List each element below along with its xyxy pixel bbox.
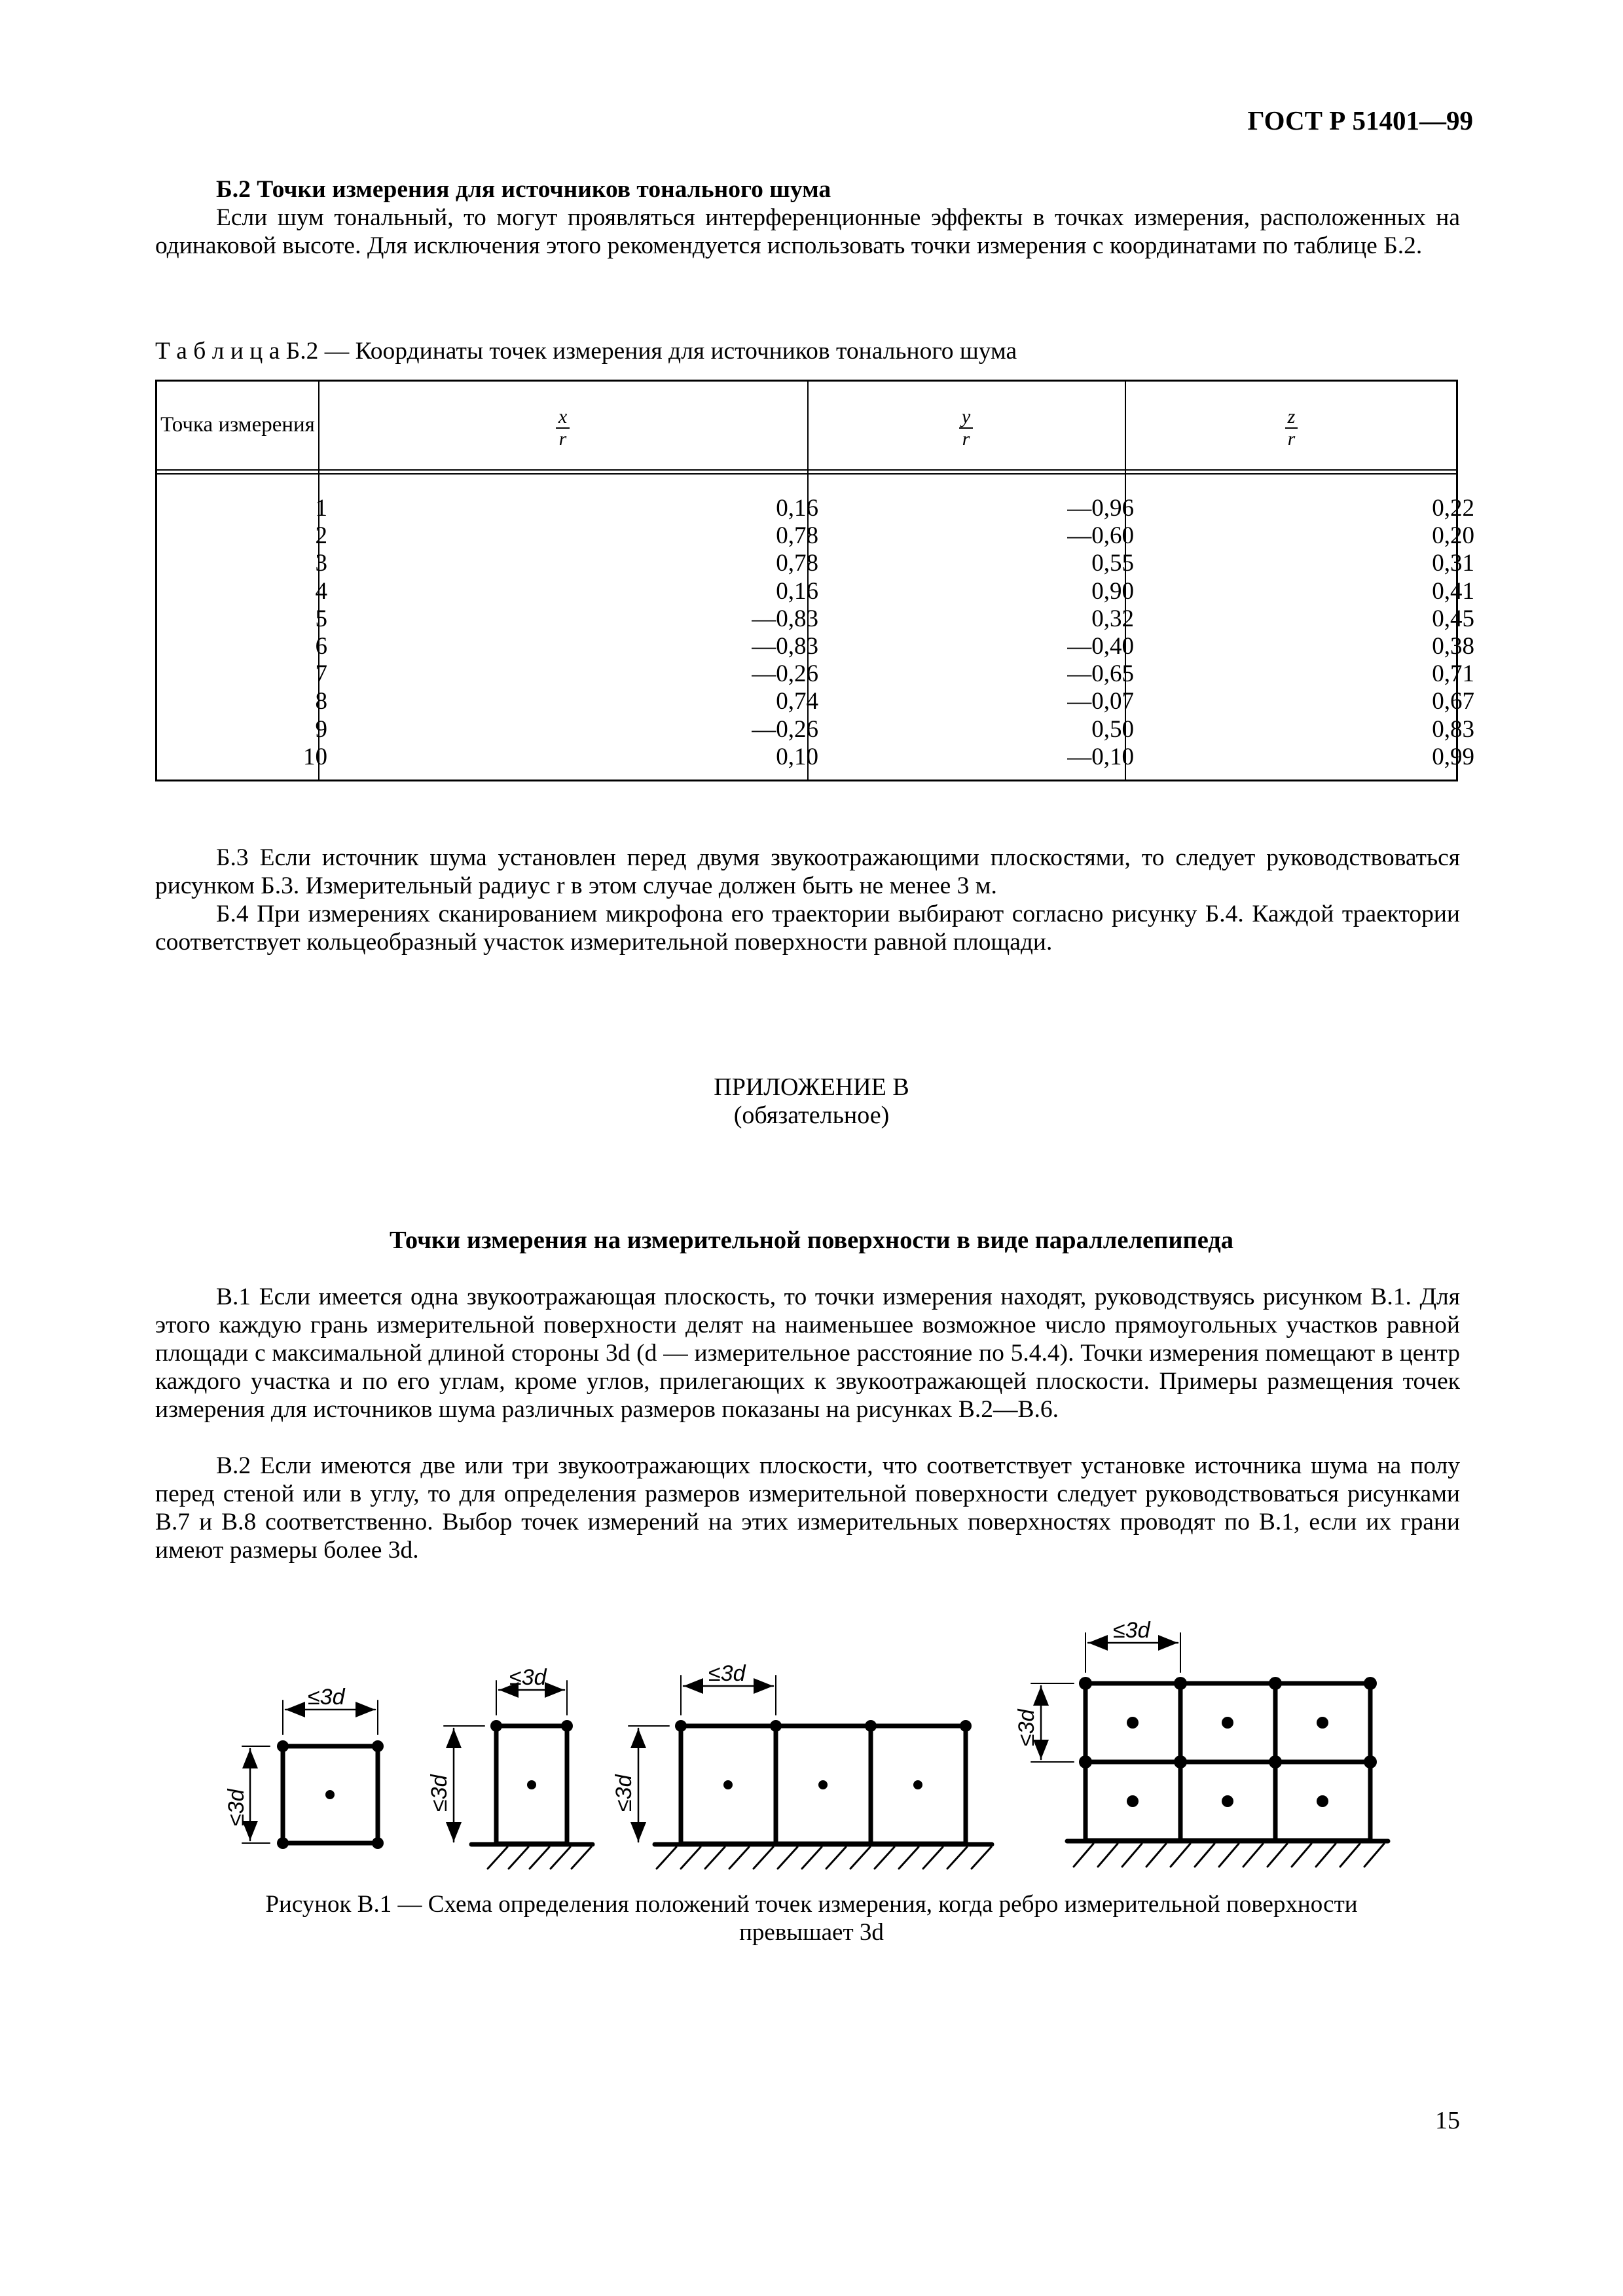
appendix-subtitle: (обязательное) [733, 1102, 890, 1129]
fig4-dim-h: ≤3d [1113, 1618, 1150, 1643]
section-b2-body: Если шум тональный, то могут проявляться интерференционные эффекты в точках измерения, расположенных на одинаковой высоте. Для исключения этого рекомендуется использовать точки измерения с координатами по таблице Б.2. [155, 204, 1460, 259]
fig2-dim-v: ≤3d [427, 1774, 452, 1812]
col-z: 0,22 0,20 0,31 0,41 0,45 0,38 0,71 0,67 0,83 0,99 [1432, 495, 1474, 770]
header-y-num: y [959, 406, 973, 429]
col-x: 0,16 0,78 0,78 0,16 —0,83 —0,83 —0,26 0,74 —0,26 0,10 [752, 495, 818, 770]
fig2-dim-h: ≤3d [509, 1665, 547, 1690]
para-v1: В.1 Если имеется одна звукоотражающая плоскость, то точки измерения находят, руководствуясь рисунком В.1. Для этого каждую грань измерительной поверхности делят на наименьшее возможное число прямоугольных участков равной площади с максимальной длиной стороны 3d (d — измерительное расстояние по 5.4.4). Точки измерения помещают в центр каждого участка и по его углам, кроме углов, прилегающих к звукоотражающей плоскости. Примеры размещения точек измерения для источников шума различных размеров показаны на рисунках В.2—В.6. [155, 1283, 1460, 1423]
header-point: Точка измерения [160, 413, 315, 437]
header-z-den: r [1287, 428, 1296, 450]
document-id: ГОСТ Р 51401—99 [1247, 105, 1473, 135]
para-b4: Б.4 При измерениях сканированием микрофона его траектории выбирают согласно рисунку Б.4. Каждой траектории соответствует кольцеобразный участок измерительной поверхности равной площади. [155, 901, 1460, 956]
fig3-dim-v: ≤3d [611, 1774, 636, 1812]
fig4-dim-v: ≤3d [1014, 1709, 1039, 1746]
col-point: 1 2 3 4 5 6 7 8 9 10 [303, 495, 327, 770]
page-number: 15 [1435, 2107, 1460, 2134]
fig1-dim-v: ≤3d [224, 1789, 249, 1826]
figure-caption-line1: Рисунок В.1 — Схема определения положений точек измерения, когда ребро измерительной поверхности [265, 1891, 1358, 1918]
para-b3: Б.3 Если источник шума установлен перед двумя звукоотражающими плоскостями, то следует руководствоваться рисунком Б.3. Измерительный радиус r в этом случае должен быть не менее 3 м. [155, 844, 1460, 899]
appendix-heading: Точки измерения на измерительной поверхности в виде параллелепипеда [389, 1227, 1234, 1254]
para-v2: В.2 Если имеются две или три звукоотражающих плоскости, что соответствует установке источника шума на полу перед стеной или в углу, то для определения размеров измерительной поверхности следует руководствоваться рисунками В.7 и В.8 соответственно. Выбор точек измерений на этих измерительных поверхностях проводят по В.1, если их грани имеют размеры более 3d. [155, 1452, 1460, 1564]
fig3-dim-h: ≤3d [708, 1661, 746, 1686]
figure-caption-line2: превышает 3d [739, 1919, 884, 1946]
fig1-dim-h: ≤3d [308, 1685, 345, 1710]
header-y-den: r [962, 428, 970, 450]
table-caption-text: Б.2 — Координаты точек измерения для источников тонального шума [280, 338, 1017, 365]
header-x-num: x [556, 406, 570, 429]
table-caption-prefix: Т а б л и ц а [155, 338, 280, 365]
header-z-num: z [1285, 406, 1298, 429]
col-y: —0,96 —0,60 0,55 0,90 0,32 —0,40 —0,65 —0,07 0,50 —0,10 [1067, 495, 1134, 770]
section-b2-title: Б.2 Точки измерения для источников тонального шума [216, 176, 831, 203]
appendix-title: ПРИЛОЖЕНИЕ В [714, 1073, 909, 1101]
header-x-den: r [558, 428, 567, 450]
